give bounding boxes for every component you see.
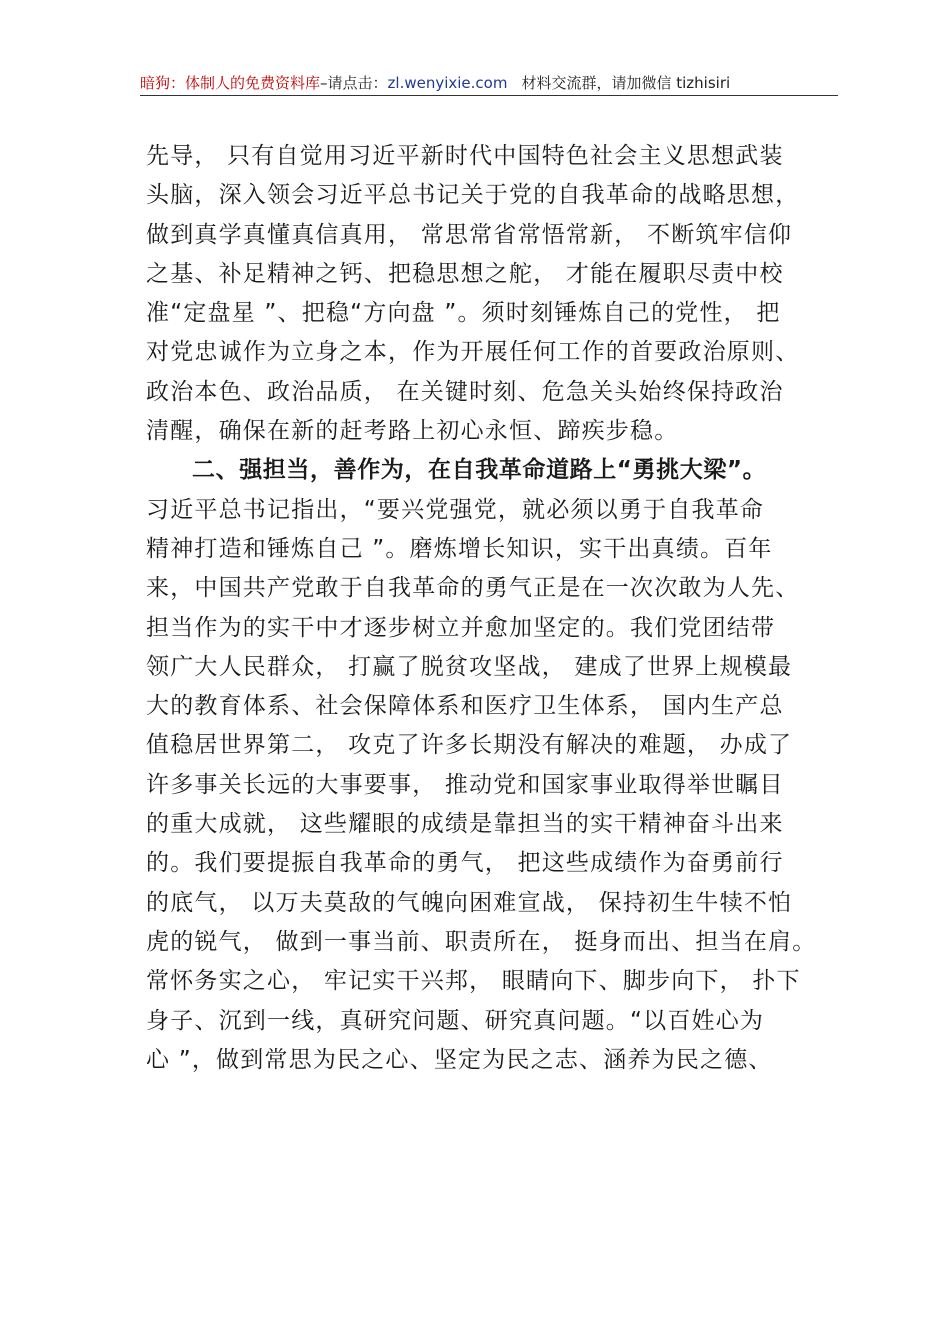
text-line: 的重大成就， 这些耀眼的成绩是靠担当的实干精神奋斗出来: [146, 811, 784, 838]
text-line: 做到真学真懂真信真用， 常思常省常悟常新， 不断筑牢信仰: [146, 221, 793, 248]
text-line: 心 ”，做到常思为民之心、坚定为民之志、涵养为民之德、: [146, 1046, 773, 1073]
text-line: 身子、沉到一线，真研究问题、研究真问题。“以百姓心为: [146, 1007, 765, 1034]
text-line: 的底气， 以万夫莫敌的气魄向困难宣战， 保持初生牛犊不怕: [146, 889, 793, 916]
text-line: 许多事关长远的大事要事， 推动党和国家事业取得举世瞩目: [146, 771, 784, 798]
header-site-link[interactable]: zl.wenyixie.com: [387, 74, 508, 92]
text-line: 头脑，深入领会习近平总书记关于党的自我革命的战略思想，: [146, 182, 800, 209]
text-line: 准“定盘星 ”、把稳“方向盘 ”。须时刻锤炼自己的党性， 把: [146, 300, 781, 327]
text-line: 虎的锐气， 做到一事当前、职责所在， 挺身而出、担当在肩。: [146, 928, 817, 955]
header-wechat-note: 材料交流群，请加微信 tizhisiri: [521, 74, 731, 92]
text-line: 精神打造和锤炼自己 ”。磨炼增长知识，实干出真绩。百年: [146, 535, 773, 562]
text-line: 习近平总书记指出，“要兴党强党，就必须以勇于自我革命: [146, 496, 765, 523]
header-click-prompt: –请点击：: [320, 74, 388, 92]
text-line: 常怀务实之心， 牢记实干兴邦， 眼睛向下、脚步向下， 扑下: [146, 968, 801, 995]
text-line: 对党忠诚作为立身之本，作为开展任何工作的首要政治原则、: [146, 339, 800, 366]
text-line: 大的教育体系、社会保障体系和医疗卫生体系， 国内生产总: [146, 693, 784, 720]
text-line: 来，中国共产党敢于自我革命的勇气正是在一次次敢为人先、: [146, 575, 800, 602]
text-line: 值稳居世界第二， 攻克了许多长期没有解决的难题， 办成了: [146, 732, 793, 759]
header-site-name: 暗狗：体制人的免费资料库: [140, 74, 321, 92]
text-line: 领广大人民群众， 打赢了脱贫攻坚战， 建成了世界上规模最: [146, 653, 793, 680]
text-line: 先导， 只有自觉用习近平新时代中国特色社会主义思想武装: [146, 143, 784, 169]
text-line: 担当作为的实干中才逐步树立并愈加坚定的。我们党团结带: [146, 614, 776, 641]
text-line: 之基、补足精神之钙、把稳思想之舵， 才能在履职尽责中校: [146, 260, 784, 287]
text-line: 政治本色、政治品质， 在关键时刻、危急关头始终保持政治: [146, 378, 784, 405]
document-body: [146, 137, 836, 1080]
text-line: 清醒，确保在新的赶考路上初心永恒、蹄疾步稳。: [146, 418, 679, 445]
header-divider: [140, 95, 838, 96]
section-heading: 二、强担当，善作为，在自我革命道路上“勇挑大梁”。: [192, 457, 767, 484]
text-line: 的。我们要提振自我革命的勇气， 把这些成绩作为奋勇前行: [146, 850, 784, 877]
